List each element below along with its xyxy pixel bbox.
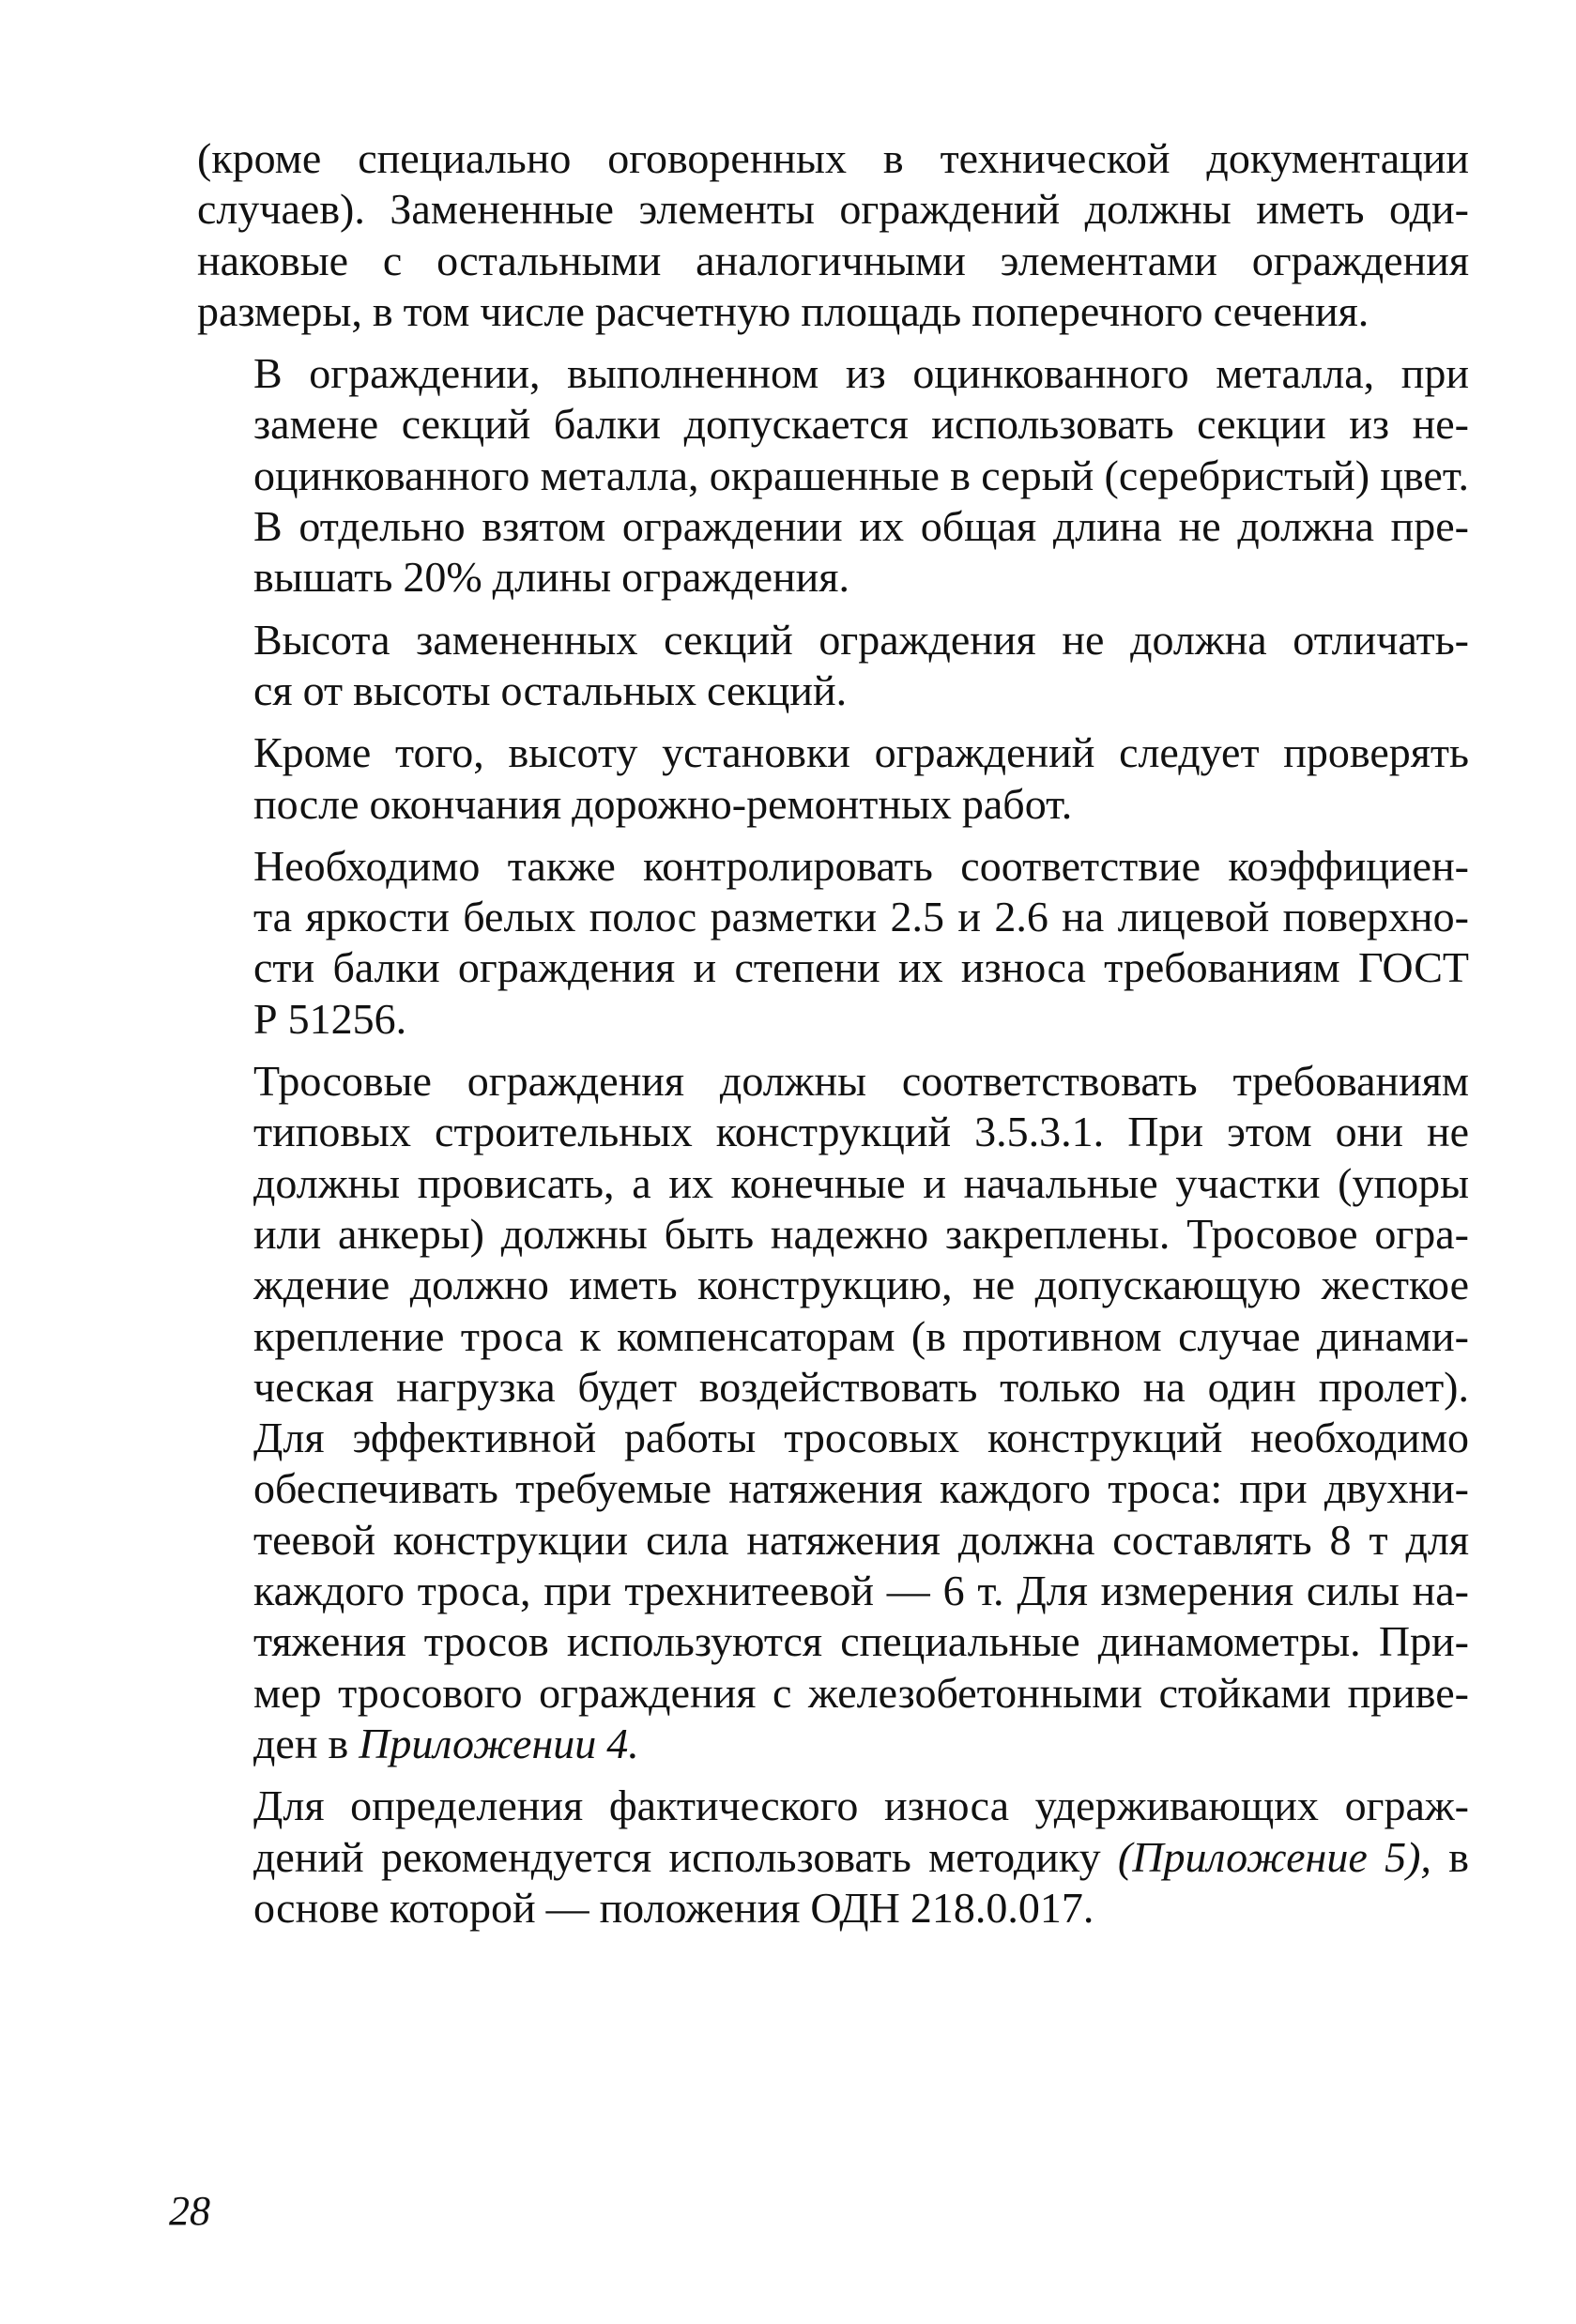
text-line: Р 51256. [253,994,407,1043]
text-line: случаев). Замененные элементы ограждений должны иметь оди- [197,185,1469,234]
body-text [197,133,1469,1945]
text-line: Высота замененных секций ограждения не должна отличать- [253,615,1469,664]
text-line: наковые с остальными аналогичными элементами ограждения [197,236,1469,284]
text-line: ся от высоты остальных секций. [253,665,848,714]
text-line: Необходимо также контролировать соответствие коэффициен- [253,841,1469,890]
paragraph-4 [197,727,1469,830]
text-line: вышать 20% длины ограждения. [253,553,849,602]
text-line [197,1832,1469,1883]
text-line: основе которой — положения ОДН 218.0.017. [253,1883,1094,1932]
text-line: Тросовые ограждения должны соответствовать требованиям [253,1057,1469,1106]
text-line: (кроме специально оговоренных в технической документации [197,134,1469,182]
text-line: Кроме того, высоту установки ограждений следует проверять [253,728,1469,777]
text-line: обеспечивать требуемые натяжения каждого троса: при двухни- [253,1464,1469,1513]
text-line: крепление троса к компенсаторам (в противном случае динами- [253,1311,1469,1360]
paragraph-2 [197,348,1469,603]
paragraph-5 [197,841,1469,1045]
text-line: сти балки ограждения и степени их износа требованиям ГОСТ [253,943,1469,992]
text-line: оцинкованного металла, окрашенные в серый (серебристый) цвет. [253,451,1469,499]
text-line: типовых строительных конструкций 3.5.3.1. При этом они не [253,1108,1469,1156]
page-number: 28 [169,2188,210,2234]
text-line: размеры, в том числе расчетную площадь поперечного сечения. [197,286,1369,335]
text-fragment: в [1431,1832,1469,1881]
text-fragment: дений рекомендуется использовать методику [253,1832,1118,1881]
text-line: та яркости белых полос разметки 2.5 и 2.6 на лицевой поверхно- [253,893,1469,941]
text-line: Для эффективной работы тросовых конструкций необходимо [253,1414,1469,1462]
appendix-reference: Приложении 4. [359,1719,639,1767]
paragraph-6 [197,1056,1469,1769]
text-line: тяжения тросов используются специальные динамометры. При- [253,1617,1469,1666]
text-line: теевой конструкции сила натяжения должна составлять 8 т для [253,1515,1469,1564]
text-line: каждого троса, при трехнитеевой — 6 т. Для измерения силы на- [253,1567,1469,1615]
text-line: Для определения фактического износа удерживающих ограж- [253,1781,1469,1830]
text-line: замене секций балки допускается использовать секции из не- [253,400,1469,449]
text-fragment: ден в [253,1719,360,1767]
text-line: или анкеры) должны быть надежно закреплены. Тросовое огра- [253,1209,1469,1258]
text-line: должны провисать, а их конечные и начальные участки (упоры [253,1158,1469,1207]
paragraph-1 [197,133,1469,337]
paragraph-7 [197,1781,1469,1934]
paragraph-3 [197,615,1469,717]
text-line: В ограждении, выполненном из оцинкованного металла, при [253,349,1469,398]
text-line: мер тросового ограждения с железобетонными стойками приве- [253,1668,1469,1717]
text-line: ческая нагрузка будет воздействовать только на один пролет). [253,1362,1469,1411]
text-line: В отдельно взятом ограждении их общая длина не должна пре- [253,502,1469,551]
text-line [197,1719,1469,1769]
appendix-reference: (Приложение 5), [1117,1832,1431,1881]
text-line: после окончания дорожно-ремонтных работ. [253,779,1073,828]
text-line: ждение должно иметь конструкцию, не допускающую жесткое [253,1261,1469,1309]
